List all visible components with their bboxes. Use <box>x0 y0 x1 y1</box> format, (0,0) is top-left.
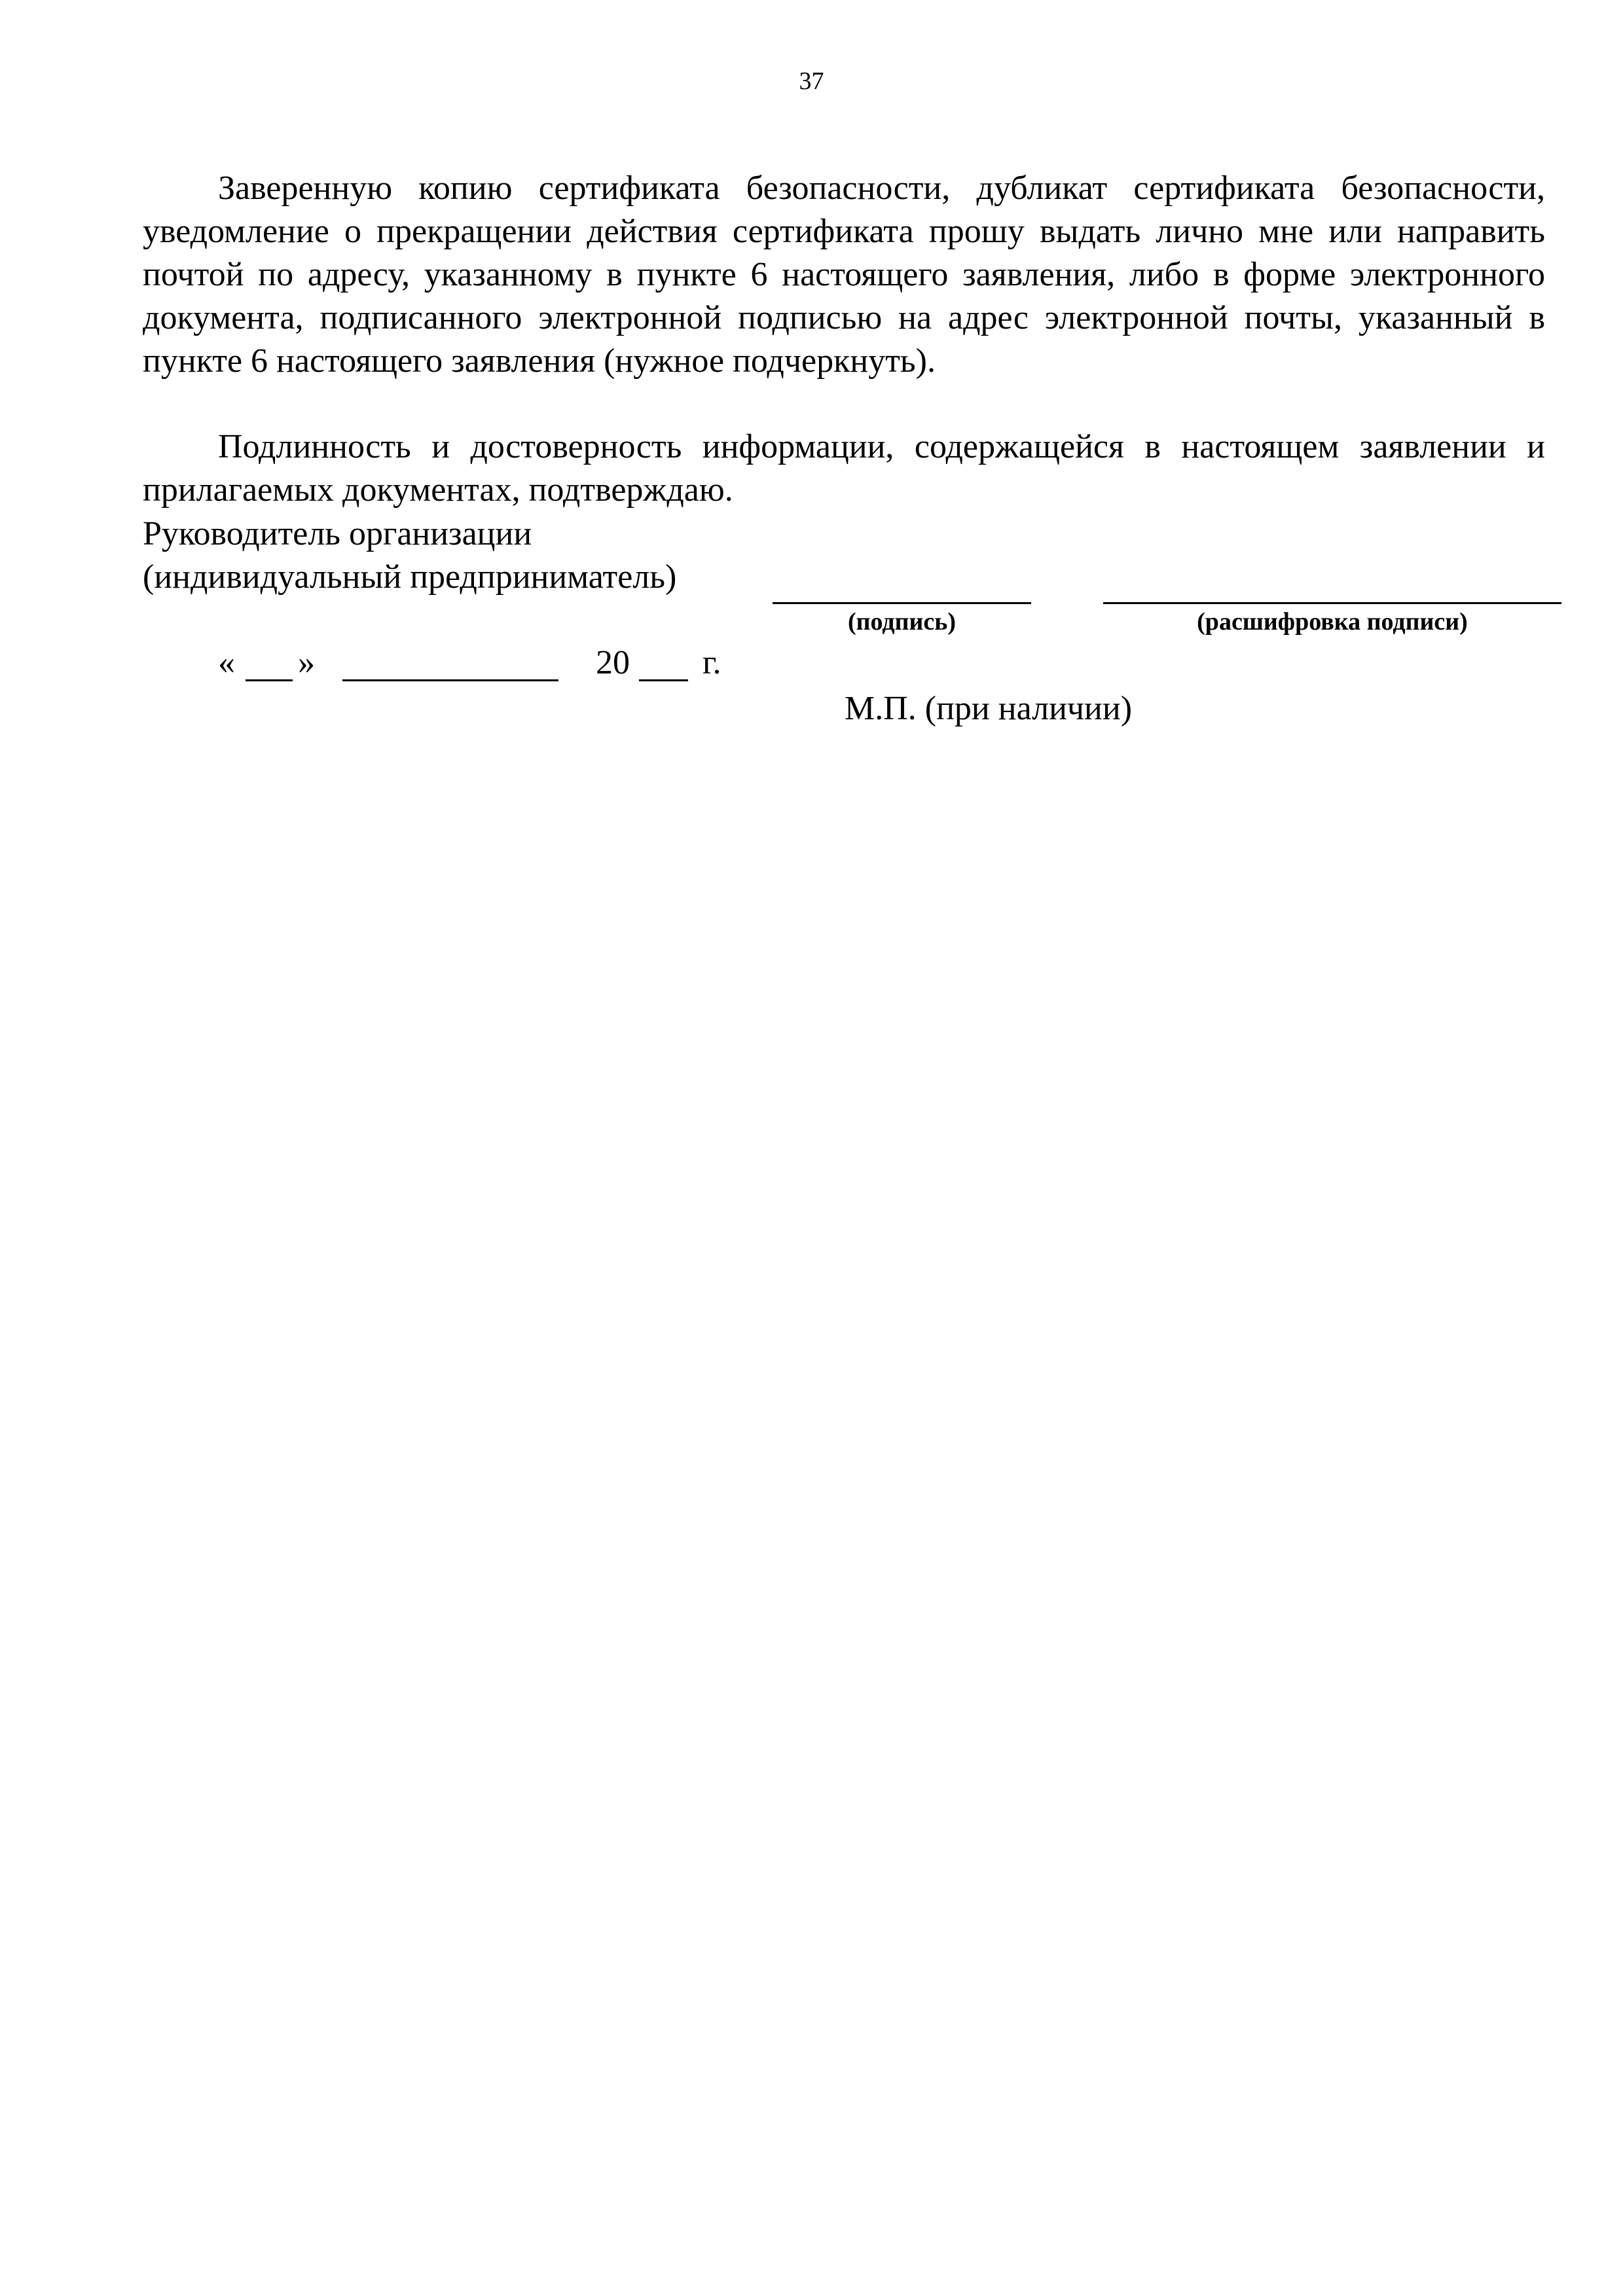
date-year-field[interactable] <box>639 679 688 681</box>
date-open-quote: « <box>218 644 235 681</box>
signature-decoding-caption: (расшифровка подписи) <box>1197 608 1468 636</box>
signature-decoding-field[interactable] <box>1103 602 1561 604</box>
date-year-suffix: г. <box>702 644 721 681</box>
stamp-label: М.П. (при наличии) <box>845 690 1133 727</box>
date-century: 20 <box>596 644 630 681</box>
date-day-field[interactable] <box>246 679 293 681</box>
paragraph-certificate-delivery: Заверенную копию сертификата безопасности, дубликат сертификата безопасности, уведомление о прекращении действия сертификата прошу выдать лично мне или направить почтой по адресу, указанному в пункте 6 настоящего заявления, либо в форме электронного документа, подписанного электронной подписью на адрес электронной почты, указанный в пункте 6 настоящего заявления (нужное подчеркнуть). <box>143 170 1545 380</box>
date-month-field[interactable] <box>342 679 558 681</box>
head-title-line: Руководитель организации <box>143 515 532 552</box>
signature-field[interactable] <box>773 602 1031 604</box>
signature-caption: (подпись) <box>847 608 957 636</box>
page-number: 37 <box>799 67 824 95</box>
date-line <box>218 641 807 685</box>
paragraph-authenticity-confirmation: Подлинность и достоверность информации, содержащейся в настоящем заявлении и прилагаемых документах, подтверждаю. <box>143 428 1545 509</box>
head-title-line-entrepreneur: (индивидуальный предприниматель) <box>143 558 677 596</box>
date-close-quote: » <box>298 644 315 681</box>
